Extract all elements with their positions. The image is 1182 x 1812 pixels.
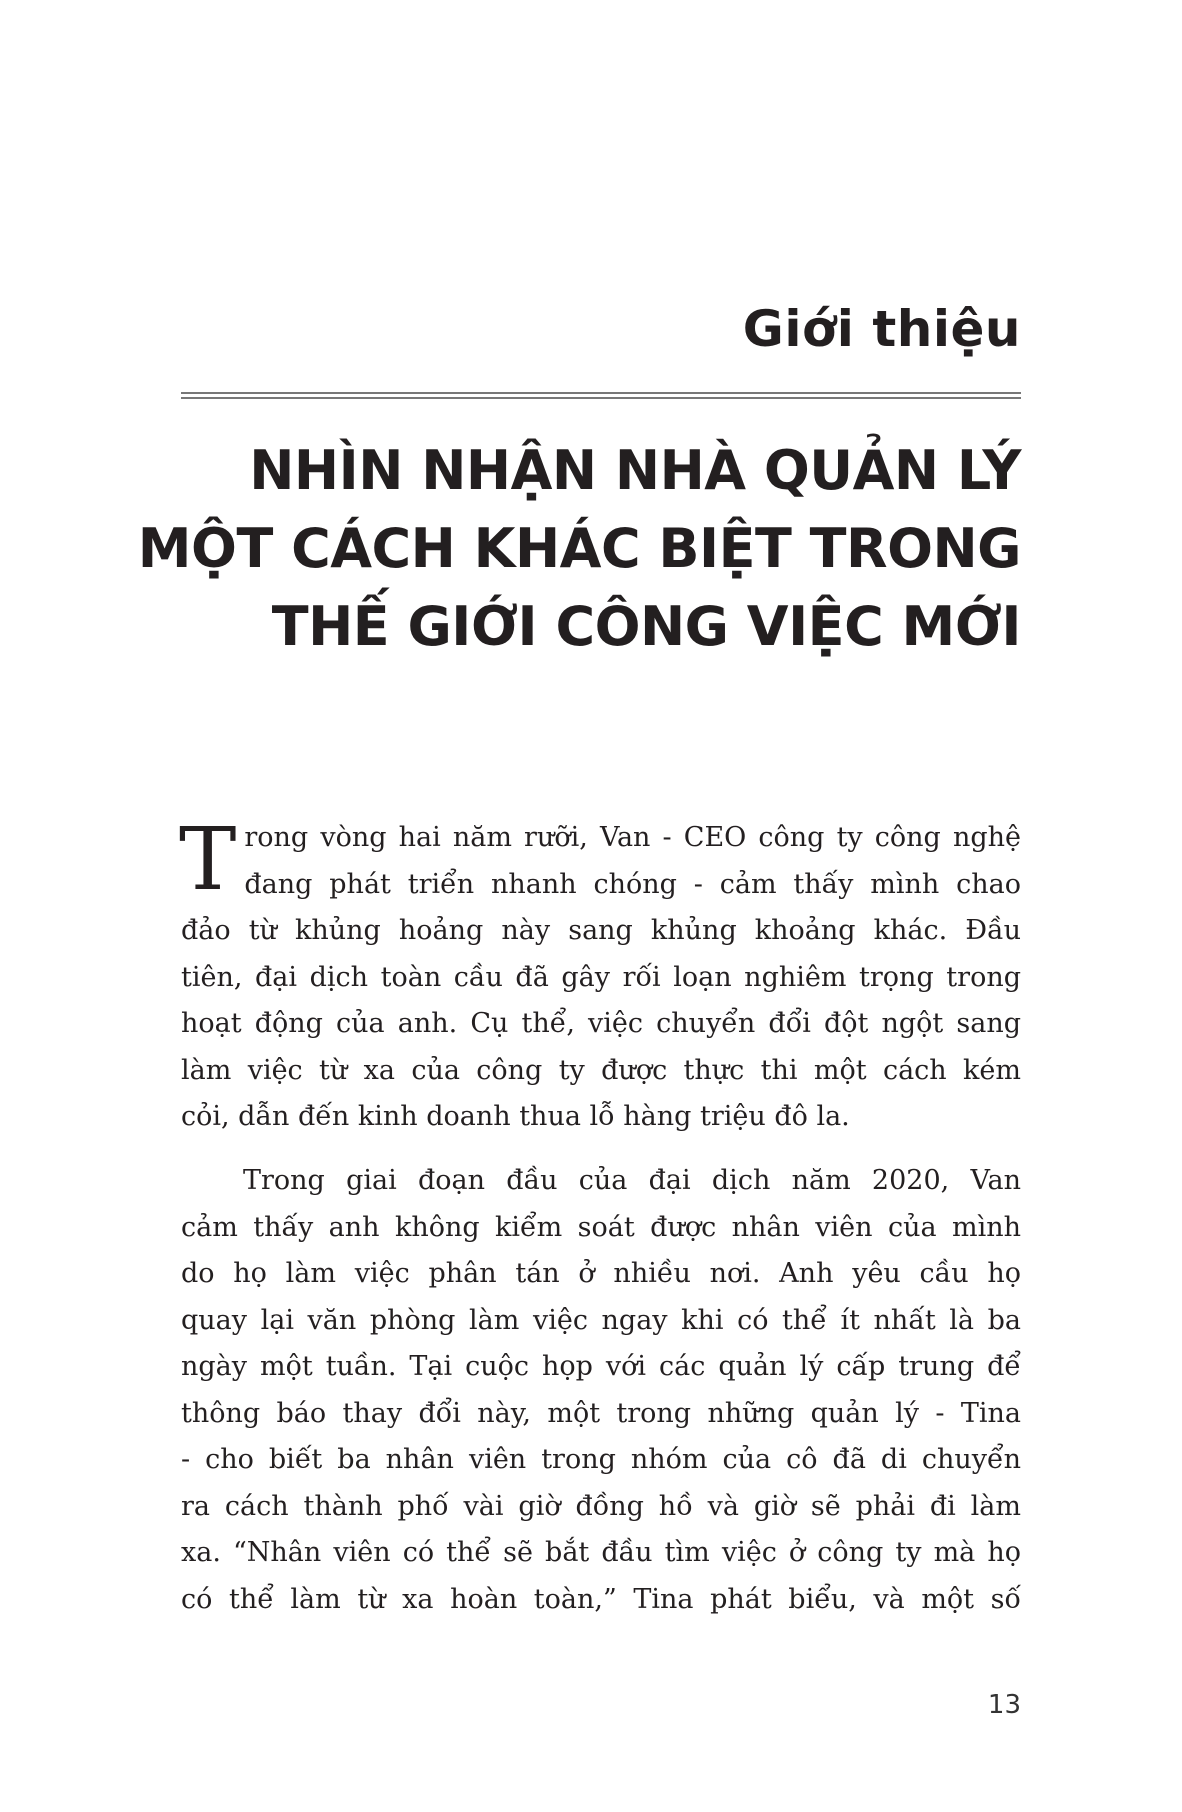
text-line: xa. “Nhân viên có thể sẽ bắt đầu tìm việc ở công ty mà họ — [181, 1537, 1021, 1568]
heading-line: THẾ GIỚI CÔNG VIỆC MỚI — [271, 595, 1021, 658]
text-line: đảo từ khủng hoảng này sang khủng khoảng khác. Đầu — [181, 915, 1021, 946]
heading-line: MỘT CÁCH KHÁC BIỆT TRONG — [137, 517, 1021, 580]
text-line: cảm thấy anh không kiểm soát được nhân viên của mình — [181, 1211, 1021, 1243]
text-line: cỏi, dẫn đến kinh doanh thua lỗ hàng triệu đô la. — [181, 1101, 850, 1132]
text-line: làm việc từ xa của công ty được thực thi một cách kém — [181, 1054, 1021, 1086]
text-line: tiên, đại dịch toàn cầu đã gây rối loạn nghiêm trọng trong — [181, 961, 1021, 993]
text-line: đang phát triển nhanh chóng - cảm thấy mình chao — [244, 868, 1021, 900]
drop-cap: T — [179, 810, 237, 910]
text-line: có thể làm từ xa hoàn toàn,” Tina phát biểu, và một số — [181, 1583, 1021, 1615]
text-line: hoạt động của anh. Cụ thể, việc chuyển đổi đột ngột sang — [181, 1008, 1021, 1039]
double-rule-divider — [181, 392, 1021, 399]
text-line: Trong giai đoạn đầu của đại dịch năm 2020, Van — [243, 1165, 1021, 1196]
text-line: - cho biết ba nhân viên trong nhóm của cô đã di chuyển — [181, 1444, 1021, 1475]
chapter-heading — [121, 432, 1021, 666]
paragraph-2 — [181, 1158, 1021, 1623]
text-line: rong vòng hai năm rưỡi, Van - CEO công ty công nghệ — [244, 822, 1021, 853]
heading-line: NHÌN NHẬN NHÀ QUẢN LÝ — [249, 439, 1021, 502]
text-line: thông báo thay đổi này, một trong những quản lý - Tina — [181, 1397, 1021, 1429]
text-line: do họ làm việc phân tán ở nhiều nơi. Anh yêu cầu họ — [181, 1258, 1021, 1289]
chapter-label: Giới thiệu — [742, 300, 1021, 358]
page-number: 13 — [987, 1690, 1021, 1720]
text-line: ngày một tuần. Tại cuộc họp với các quản lý cấp trung để — [181, 1351, 1021, 1382]
text-line: quay lại văn phòng làm việc ngay khi có thể ít nhất là ba — [181, 1304, 1021, 1336]
paragraph-1 — [179, 810, 1021, 1141]
text-line: ra cách thành phố vài giờ đồng hồ và giờ sẽ phải đi làm — [181, 1490, 1021, 1522]
